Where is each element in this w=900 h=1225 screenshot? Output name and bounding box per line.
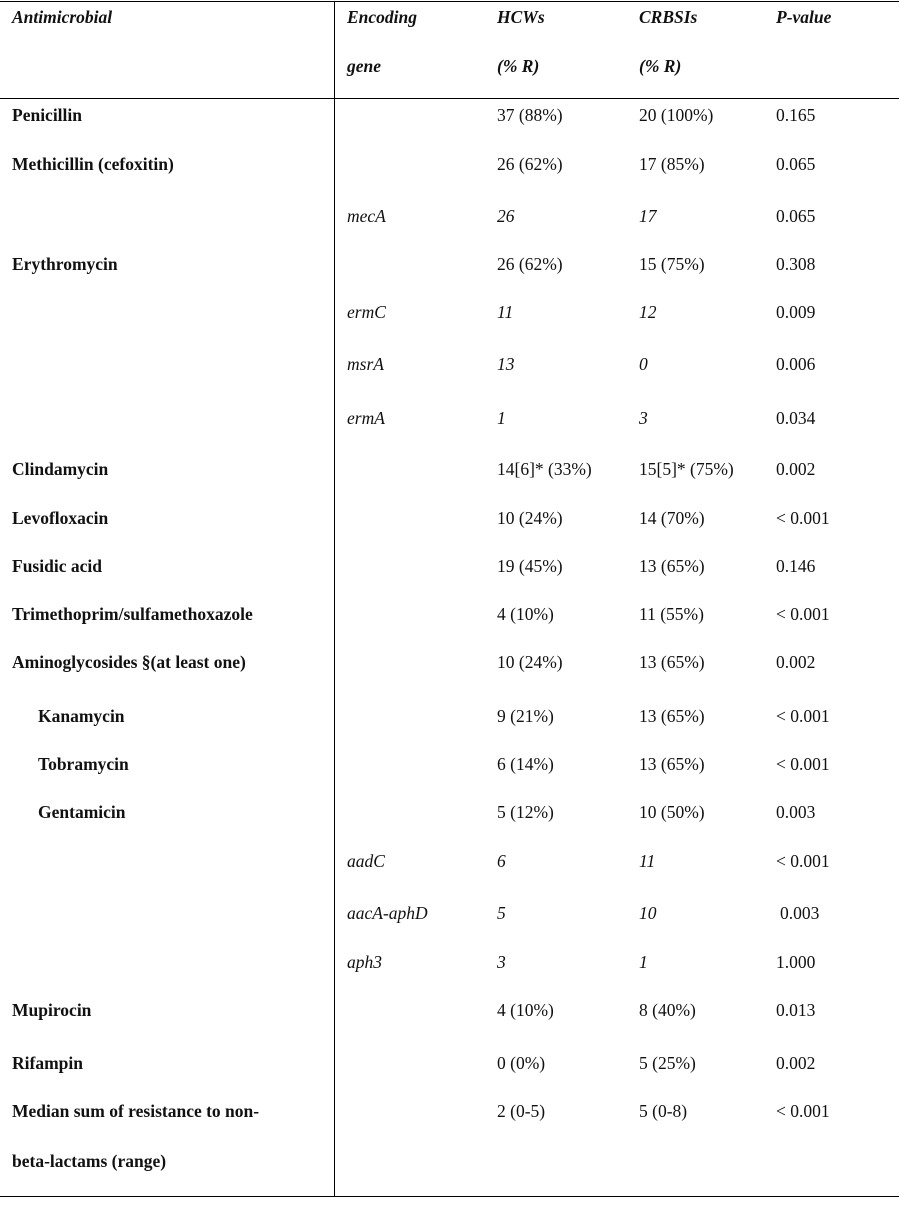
header-crb-line1: CRBSIs	[639, 7, 698, 27]
row-gene: ermA	[347, 408, 385, 428]
row-pvalue: 0.013	[776, 1000, 816, 1020]
row-pvalue: 0.034	[776, 408, 816, 428]
row-antimicrobial: Rifampin	[12, 1053, 83, 1073]
row-crbsi: 11 (55%)	[639, 604, 704, 624]
row-hcw: 26 (62%)	[497, 154, 563, 174]
header-gene-line1: Encoding	[347, 7, 418, 27]
bottom-rule	[0, 1196, 899, 1197]
row-hcw: 1	[497, 408, 506, 428]
row-hcw: 9 (21%)	[497, 706, 554, 726]
row-crbsi: 11	[639, 851, 656, 871]
row-crbsi: 1	[639, 952, 648, 972]
row-crbsi: 10 (50%)	[639, 802, 705, 822]
row-hcw: 5 (12%)	[497, 802, 554, 822]
header-hcw-line1: HCWs	[497, 7, 545, 27]
row-antimicrobial: Methicillin (cefoxitin)	[12, 154, 174, 174]
row-crbsi: 12	[639, 302, 657, 322]
row-hcw: 6	[497, 851, 506, 871]
row-crbsi: 14 (70%)	[639, 508, 705, 528]
column-divider	[334, 1, 335, 1197]
row-gene: aadC	[347, 851, 385, 871]
row-antimicrobial: Gentamicin	[38, 802, 126, 822]
row-antimicrobial: Levofloxacin	[12, 508, 109, 528]
header-rule	[0, 98, 899, 99]
row-pvalue: < 0.001	[776, 754, 830, 774]
row-pvalue: 0.065	[776, 206, 816, 226]
row-antimicrobial: Fusidic acid	[12, 556, 102, 576]
row-crbsi: 13 (65%)	[639, 754, 705, 774]
row-pvalue: 0.009	[776, 302, 816, 322]
row-pvalue: 0.065	[776, 154, 816, 174]
row-hcw: 26 (62%)	[497, 254, 563, 274]
row-crbsi: 17 (85%)	[639, 154, 705, 174]
row-pvalue: 1.000	[776, 952, 816, 972]
top-rule	[0, 1, 899, 2]
row-crbsi: 10	[639, 903, 657, 923]
row-gene: aph3	[347, 952, 382, 972]
row-crbsi: 17	[639, 206, 657, 226]
row-crbsi: 0	[639, 354, 648, 374]
row-crbsi: 5 (25%)	[639, 1053, 696, 1073]
row-hcw: 5	[497, 903, 506, 923]
header-antimicrobial: Antimicrobial	[12, 7, 113, 27]
row-pvalue: < 0.001	[776, 706, 830, 726]
row-hcw: 4 (10%)	[497, 604, 554, 624]
row-pvalue: < 0.001	[776, 508, 830, 528]
row-hcw: 10 (24%)	[497, 508, 563, 528]
row-gene: msrA	[347, 354, 384, 374]
header-hcw-line2: (% R)	[497, 56, 540, 76]
row-hcw: 26	[497, 206, 515, 226]
row-antimicrobial: Mupirocin	[12, 1000, 92, 1020]
row-hcw: 19 (45%)	[497, 556, 563, 576]
row-crbsi: 8 (40%)	[639, 1000, 696, 1020]
row-gene: ermC	[347, 302, 386, 322]
row-pvalue: < 0.001	[776, 604, 830, 624]
row-antimicrobial: Erythromycin	[12, 254, 118, 274]
row-pvalue: 0.003	[780, 903, 820, 923]
row-hcw: 4 (10%)	[497, 1000, 554, 1020]
row-hcw: 37 (88%)	[497, 105, 563, 125]
row-crbsi: 5 (0-8)	[639, 1101, 688, 1121]
header-pvalue: P-value	[776, 7, 832, 27]
row-antimicrobial: Tobramycin	[38, 754, 129, 774]
row-hcw: 13	[497, 354, 515, 374]
row-hcw: 6 (14%)	[497, 754, 554, 774]
row-pvalue: 0.002	[776, 652, 816, 672]
row-crbsi: 13 (65%)	[639, 556, 705, 576]
row-hcw: 14[6]* (33%)	[497, 459, 592, 479]
row-hcw: 2 (0-5)	[497, 1101, 546, 1121]
row-crbsi: 15 (75%)	[639, 254, 705, 274]
row-pvalue: 0.003	[776, 802, 816, 822]
row-gene: mecA	[347, 206, 386, 226]
row-hcw: 0 (0%)	[497, 1053, 546, 1073]
row-pvalue: < 0.001	[776, 1101, 830, 1121]
row-crbsi: 13 (65%)	[639, 652, 705, 672]
row-pvalue: 0.002	[776, 459, 816, 479]
row-crbsi: 15[5]* (75%)	[639, 459, 734, 479]
row-pvalue: 0.006	[776, 354, 816, 374]
row-crbsi: 13 (65%)	[639, 706, 705, 726]
row-antimicrobial: Median sum of resistance to non-	[12, 1101, 260, 1121]
row-antimicrobial: Clindamycin	[12, 459, 109, 479]
header-crb-line2: (% R)	[639, 56, 682, 76]
row-antimicrobial: Aminoglycosides §(at least one)	[12, 652, 246, 672]
row-crbsi: 20 (100%)	[639, 105, 714, 125]
row-pvalue: < 0.001	[776, 851, 830, 871]
row-hcw: 3	[497, 952, 506, 972]
row-gene: aacA-aphD	[347, 903, 428, 923]
row-antimicrobial: Kanamycin	[38, 706, 125, 726]
row-antimicrobial: Penicillin	[12, 105, 82, 125]
row-pvalue: 0.165	[776, 105, 816, 125]
row-hcw: 11	[497, 302, 514, 322]
header-gene-line2: gene	[347, 56, 382, 76]
row-antimicrobial-line2: beta-lactams (range)	[12, 1151, 167, 1171]
row-hcw: 10 (24%)	[497, 652, 563, 672]
row-pvalue: 0.146	[776, 556, 816, 576]
row-pvalue: 0.308	[776, 254, 816, 274]
row-pvalue: 0.002	[776, 1053, 816, 1073]
row-crbsi: 3	[639, 408, 648, 428]
row-antimicrobial: Trimethoprim/sulfamethoxazole	[12, 604, 253, 624]
